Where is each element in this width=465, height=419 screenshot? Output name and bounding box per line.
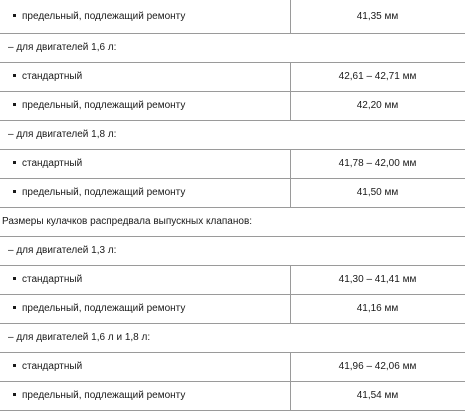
- row-label-cell: [0, 178, 290, 207]
- square-bullet-icon: [13, 364, 16, 367]
- row-label-cell: [0, 381, 290, 410]
- row-label: стандартный: [22, 361, 83, 372]
- table-row: [0, 265, 465, 294]
- row-label: предельный, подлежащий ремонту: [22, 187, 186, 198]
- row-value: 41,54 мм: [290, 381, 465, 410]
- row-value: 41,96 – 42,06 мм: [290, 352, 465, 381]
- square-bullet-icon: [13, 277, 16, 280]
- square-bullet-icon: [13, 393, 16, 396]
- row-label-cell: [0, 0, 290, 33]
- row-label: предельный, подлежащий ремонту: [22, 100, 186, 111]
- row-label-cell: [0, 91, 290, 120]
- square-bullet-icon: [13, 190, 16, 193]
- table-row: [0, 352, 465, 381]
- section-heading: Размеры кулачков распредвала выпускных клапанов:: [0, 207, 465, 236]
- table-row: [0, 149, 465, 178]
- group-label: – для двигателей 1,6 л:: [0, 33, 465, 62]
- row-label: предельный, подлежащий ремонту: [22, 10, 186, 22]
- group-label: – для двигателей 1,3 л:: [0, 236, 465, 265]
- row-label-cell: [0, 62, 290, 91]
- section-row: [0, 207, 465, 236]
- row-value: 41,35 мм: [290, 0, 465, 33]
- row-value: 41,50 мм: [290, 178, 465, 207]
- row-value: 41,16 мм: [290, 294, 465, 323]
- square-bullet-icon: [13, 14, 16, 17]
- table-row: [0, 62, 465, 91]
- group-row: [0, 236, 465, 265]
- group-row: [0, 120, 465, 149]
- row-value: 41,30 – 41,41 мм: [290, 265, 465, 294]
- table-row: [0, 91, 465, 120]
- table-row: [0, 294, 465, 323]
- row-label: предельный, подлежащий ремонту: [22, 390, 186, 401]
- table-row: [0, 381, 465, 410]
- row-value: 42,20 мм: [290, 91, 465, 120]
- table-row: [0, 178, 465, 207]
- row-label: стандартный: [22, 71, 83, 82]
- square-bullet-icon: [13, 306, 16, 309]
- group-label: – для двигателей 1,6 л и 1,8 л:: [0, 323, 465, 352]
- row-label-cell: [0, 265, 290, 294]
- row-label: предельный, подлежащий ремонту: [22, 303, 186, 314]
- row-label: стандартный: [22, 158, 83, 169]
- table-row: [0, 0, 465, 33]
- group-row: [0, 323, 465, 352]
- row-value: 41,78 – 42,00 мм: [290, 149, 465, 178]
- row-value: 42,61 – 42,71 мм: [290, 62, 465, 91]
- square-bullet-icon: [13, 74, 16, 77]
- square-bullet-icon: [13, 161, 16, 164]
- row-label: стандартный: [22, 274, 83, 285]
- group-label: – для двигателей 1,8 л:: [0, 120, 465, 149]
- row-label-cell: [0, 294, 290, 323]
- row-label-cell: [0, 352, 290, 381]
- group-row: [0, 33, 465, 62]
- square-bullet-icon: [13, 103, 16, 106]
- row-label-cell: [0, 149, 290, 178]
